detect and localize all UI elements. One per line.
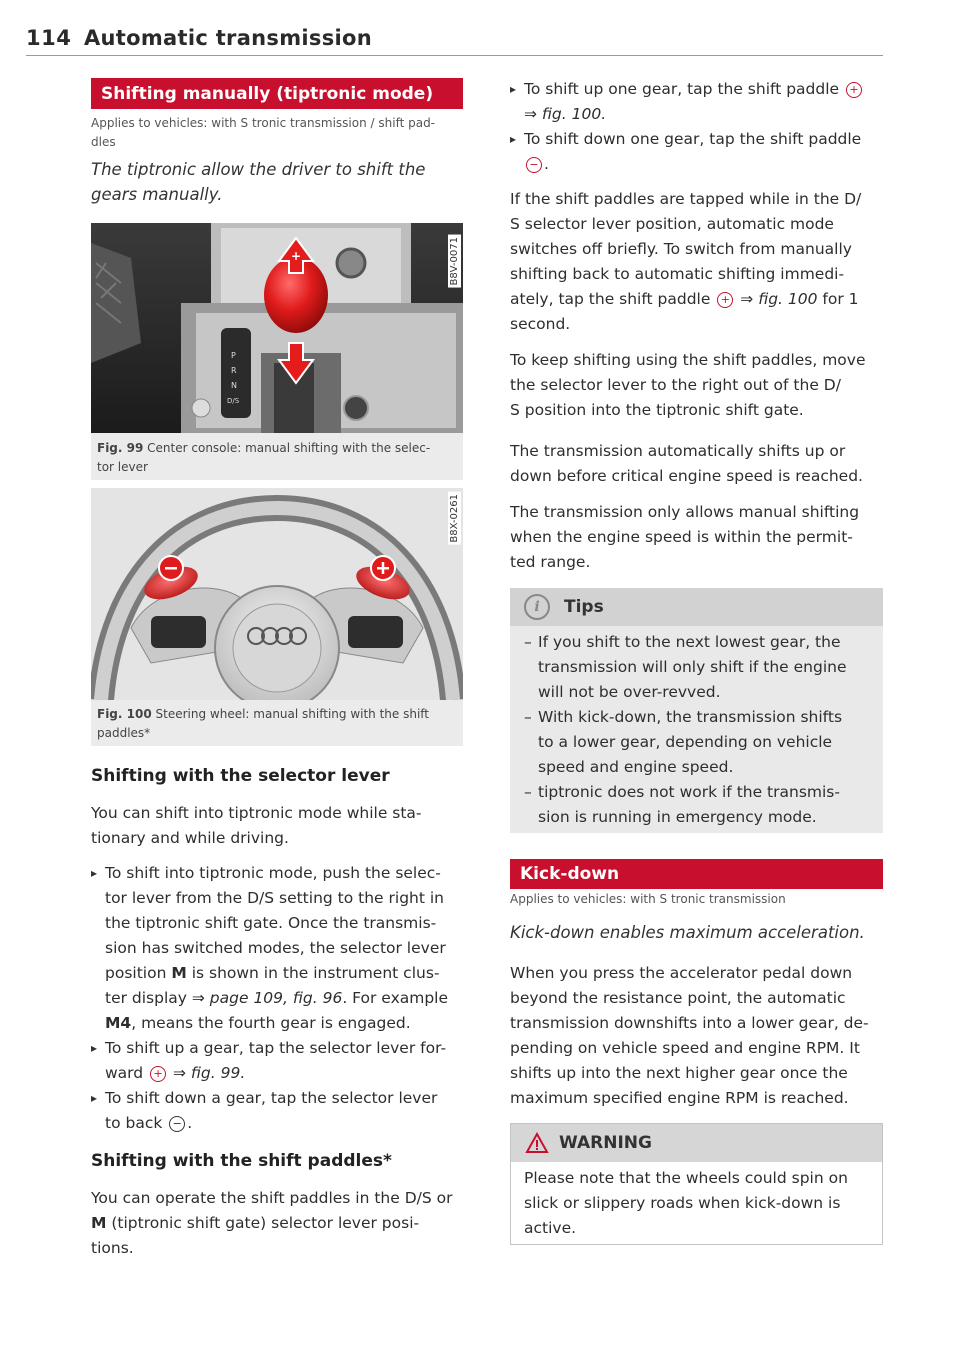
text-line: second. [510, 315, 571, 333]
text-line: The transmission only allows manual shifting [510, 503, 860, 521]
paragraph [510, 961, 890, 1111]
section-intro [91, 157, 425, 207]
text-line: ward + ⇒ fig. 99. [105, 1064, 246, 1082]
tips-header [510, 588, 883, 626]
text-line: tions. [91, 1239, 134, 1257]
text-line: ter display ⇒ page 109, fig. 96. For example [105, 989, 449, 1007]
figure-100-code [448, 492, 461, 545]
caption-text: Steering wheel: manual shifting with the shift [155, 707, 430, 721]
paragraph [510, 348, 890, 423]
bullet-item [91, 1086, 476, 1136]
text-line: The transmission automatically shifts up or [510, 442, 846, 460]
text-line: shifts up into the next higher gear once the [510, 1064, 848, 1082]
bullet-item [91, 1036, 476, 1086]
svg-text:R: R [231, 366, 237, 375]
bullet-item [510, 127, 890, 177]
cross-reference[interactable]: ⇒ fig. 99. [172, 1064, 246, 1082]
text-line: S selector lever position, automatic mode [510, 215, 834, 233]
text-line: tor lever from the D/S setting to the right in [105, 889, 444, 907]
paragraph [91, 801, 471, 851]
gear-selector-illustration [91, 223, 463, 433]
svg-text:N: N [231, 381, 237, 390]
plus-circle-icon: + [717, 292, 733, 308]
intro-line: gears manually. [91, 185, 223, 204]
text-line: transmission downshifts into a lower gear, de- [510, 1014, 869, 1032]
applies-note [91, 114, 471, 152]
text-line: You can shift into tiptronic mode while sta- [91, 804, 422, 822]
figure-label: Fig. 99 [97, 441, 144, 455]
cross-reference[interactable]: ⇒ page 109, fig. 96 [191, 989, 343, 1007]
svg-text:P: P [231, 351, 236, 360]
text-line: You can operate the shift paddles in the D/S or [91, 1189, 453, 1207]
section-intro: Kick-down enables maximum acceleration. [510, 923, 865, 942]
chapter-title: Automatic transmission [84, 26, 372, 50]
warning-title: WARNING [559, 1133, 652, 1153]
warning-box [510, 1123, 883, 1245]
figure-code: B8X-0261 [449, 494, 460, 543]
text-line: If the shift paddles are tapped while in the D/ [510, 190, 862, 208]
subheading-shift-paddles: Shifting with the shift paddles* [91, 1151, 392, 1171]
paragraph [510, 187, 890, 337]
minus-circle-icon: − [526, 157, 542, 173]
figure-99-image [91, 223, 463, 433]
cross-reference[interactable]: ⇒ fig. 100 [740, 290, 818, 308]
text-line: ted range. [510, 553, 591, 571]
text-line: S position into the tiptronic shift gate. [510, 401, 804, 419]
subheading-selector-lever: Shifting with the selector lever [91, 766, 390, 786]
caption-text: tor lever [97, 460, 148, 474]
section-title: Kick-down [520, 864, 620, 884]
applies-note: Applies to vehicles: with S tronic transmission [510, 892, 786, 906]
text-line: maximum specified engine RPM is reached. [510, 1089, 849, 1107]
figure-99-caption-box [91, 433, 463, 480]
instruction-list [510, 77, 890, 177]
text-line: sion has switched modes, the selector lever [105, 939, 446, 957]
tip-item: – With kick-down, the transmission shifts to a lower gear, depending on vehicle speed and engine speed. [520, 705, 873, 780]
section-title: Shifting manually (tiptronic mode) [101, 83, 434, 104]
figure-100-caption-box [91, 700, 463, 746]
text-line: M (tiptronic shift gate) selector lever posi- [91, 1214, 420, 1232]
header-rule [26, 55, 883, 56]
text-line: beyond the resistance point, the automatic [510, 989, 846, 1007]
text-line: switches off briefly. To switch from manually [510, 240, 852, 258]
text-line: when the engine speed is within the permit- [510, 528, 853, 546]
figure-99-code [448, 235, 461, 288]
plus-circle-icon: + [150, 1066, 166, 1082]
page-number: 114 [26, 26, 72, 50]
svg-text:D/S: D/S [227, 397, 240, 405]
text-line: ▸ To shift down a gear, tap the selector lever [105, 1089, 438, 1107]
text-line: down before critical engine speed is reached. [510, 467, 863, 485]
figure-label: Fig. 100 [97, 707, 152, 721]
tips-list [510, 626, 883, 830]
text-line: ▸ To shift into tiptronic mode, push the selec- [105, 864, 441, 882]
bullet-item [510, 77, 890, 127]
caption-text: paddles* [97, 726, 151, 740]
text-line: When you press the accelerator pedal down [510, 964, 853, 982]
text-line: M4, means the fourth gear is engaged. [105, 1014, 411, 1032]
plus-circle-icon: + [846, 82, 862, 98]
figure-100-image [91, 488, 463, 700]
svg-text:+: + [291, 249, 302, 263]
section-title-bar [91, 78, 463, 109]
intro-line: The tiptronic allow the driver to shift the [91, 160, 426, 179]
applies-line: dles [91, 135, 116, 149]
text-line: position M is shown in the instrument clus- [105, 964, 440, 982]
tip-item: – If you shift to the next lowest gear, the transmission will only shift if the engine will not be over-revved. [520, 630, 873, 705]
steering-wheel-illustration [91, 488, 463, 700]
applies-line: Applies to vehicles: with S tronic transmission / shift pad- [91, 116, 436, 130]
tip-item: – tiptronic does not work if the transmis- sion is running in emergency mode. [520, 780, 873, 830]
text-line: to back − . [105, 1114, 193, 1132]
text-line: tionary and while driving. [91, 829, 289, 847]
instruction-list [91, 861, 476, 1136]
paragraph [91, 1186, 476, 1261]
bullet-item [91, 861, 476, 1036]
caption-text: Center console: manual shifting with the selec- [147, 441, 431, 455]
tips-title: Tips [564, 597, 604, 617]
warning-text: Please note that the wheels could spin on slick or slippery roads when kick-down is active. [524, 1169, 848, 1237]
text-line: ▸ To shift up a gear, tap the selector lever for- [105, 1039, 447, 1057]
text-line: To keep shifting using the shift paddles, move [510, 351, 866, 369]
text-line: ▸ To shift down one gear, tap the shift paddle [524, 130, 862, 148]
cross-reference[interactable]: ⇒ fig. 100. [524, 105, 607, 123]
text-line: the tiptronic shift gate. Once the transmis- [105, 914, 437, 932]
text-line: pending on vehicle speed and engine RPM. It [510, 1039, 860, 1057]
tips-box [510, 588, 883, 833]
text-line: the selector lever to the right out of the D/ [510, 376, 841, 394]
paragraph [510, 439, 890, 489]
text-line: − . [524, 152, 890, 177]
warning-header [511, 1124, 882, 1162]
figure-code: B8V-0071 [449, 237, 460, 286]
minus-circle-icon: − [169, 1116, 185, 1132]
warning-triangle-icon [525, 1132, 549, 1154]
text-line: ately, tap the shift paddle + ⇒ fig. 100 for 1 [510, 290, 859, 308]
text-line: ▸ To shift up one gear, tap the shift paddle + [524, 77, 890, 102]
info-icon: i [524, 594, 550, 620]
paragraph [510, 500, 890, 575]
kickdown-title-bar [510, 859, 883, 889]
text-line: shifting back to automatic shifting immedi- [510, 265, 845, 283]
